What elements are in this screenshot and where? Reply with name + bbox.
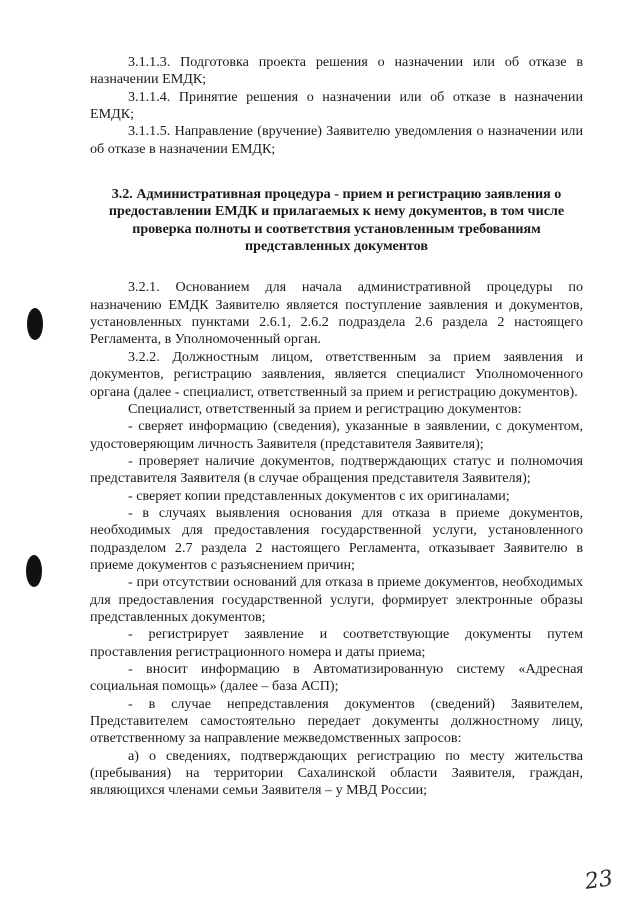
paragraph-3-1-1-4: 3.1.1.4. Принятие решения о назначении или об отказе в назначении ЕМДК; bbox=[90, 88, 583, 123]
list-item-a-registration: а) о сведениях, подтверждающих регистрацию по месту жительства (пребывания) на территории Сахалинской области Заявителя, граждан, являющихся членами семьи Заявителя – у МВД России; bbox=[90, 747, 583, 799]
list-item-check-documents: - проверяет наличие документов, подтверждающих статус и полномочия представителя Заявителя (в случае обращения представителя Заявителя); bbox=[90, 452, 583, 487]
list-item-enter-asp: - вносит информацию в Автоматизированную систему «Адресная социальная помощь» (далее – база АСП); bbox=[90, 661, 583, 695]
section-heading-3-2: 3.2. Административная процедура - прием и регистрацию заявления о предоставлении ЕМДК и прилагаемых к нему документов, в том числе проверка полноты и соответствия установленным требованиям представленных документов bbox=[108, 186, 565, 255]
punch-hole-bottom bbox=[26, 555, 42, 587]
list-item-transfer-documents: - в случае непредставления документов (сведений) Заявителем, Представителем самостоятельно передает документы должностному лицу, ответственному за направление межведомственных запросов: bbox=[90, 695, 583, 747]
document-body bbox=[90, 54, 583, 800]
list-item-verify-info: - сверяет информацию (сведения), указанные в заявлении, с документом, удостоверяющим личность Заявителя (представителя Заявителя); bbox=[90, 418, 583, 452]
list-item-form-images: - при отсутствии оснований для отказа в приеме документов, необходимых для предоставления государственной услуги, формирует электронные образы представленных документов; bbox=[90, 574, 583, 625]
list-item-verify-copies: - сверяет копии представленных документов с их оригиналами; bbox=[128, 487, 510, 504]
list-item-register: - регистрирует заявление и соответствующие документы путем проставления регистрационного номера и даты приема; bbox=[90, 626, 583, 660]
paragraph-3-1-1-5: 3.1.1.5. Направление (вручение) Заявителю уведомления о назначении или об отказе в назначении ЕМДК; bbox=[90, 123, 583, 157]
punch-hole-top bbox=[27, 308, 43, 340]
paragraph-3-1-1-3: 3.1.1.3. Подготовка проекта решения о назначении или об отказе в назначении ЕМДК; bbox=[90, 54, 583, 88]
paragraph-3-2-2: 3.2.2. Должностным лицом, ответственным за прием заявления и документов, регистрацию заявления, является специалист Уполномоченного органа (далее - специалист, ответственный за прием и регистрацию документов). bbox=[90, 348, 583, 400]
list-item-refuse-acceptance: - в случаях выявления основания для отказа в приеме документов, необходимых для предоставления государственной услуги, установленного подразделом 2.7 раздела 2 настоящего Регламента, отказывает Заявителю в приеме документов с разъяснением причин; bbox=[90, 504, 583, 573]
paragraph-3-2-1: 3.2.1. Основанием для начала административной процедуры по назначению ЕМДК Заявителю является поступление заявления и документов, установленных пунктами 2.6.1, 2.6.2 подраздела 2.6 раздела 2 настоящего Регламента, в Уполномоченный орган. bbox=[90, 279, 583, 348]
page-number: 23 bbox=[583, 866, 615, 895]
paragraph-specialist-intro: Специалист, ответственный за прием и регистрацию документов: bbox=[128, 400, 522, 417]
